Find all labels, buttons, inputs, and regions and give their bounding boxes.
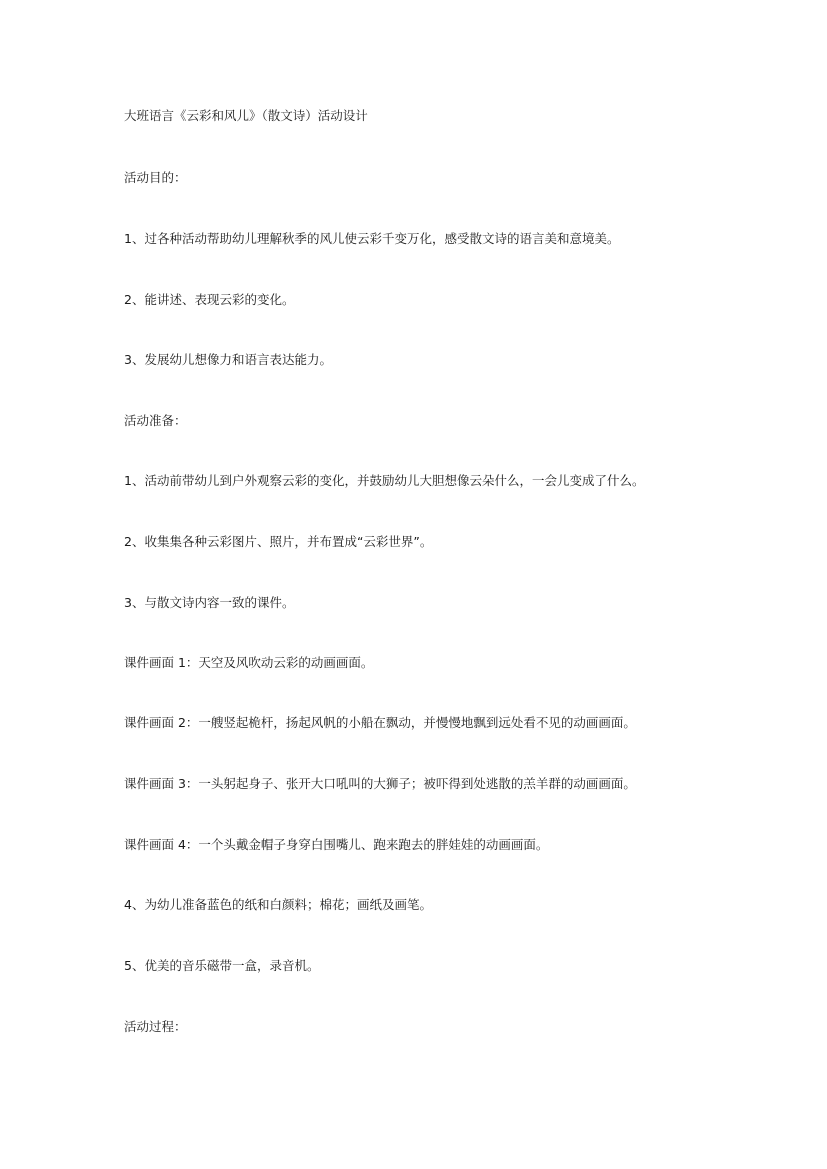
courseware-frame: 课件画面 4：一个头戴金帽子身穿白围嘴儿、跑来跑去的胖娃娃的动画画面。	[124, 837, 549, 852]
courseware-frame: 课件画面 1：天空及风吹动云彩的动画画面。	[124, 655, 374, 670]
prep-item: 2、收集集各种云彩图片、照片，并布置成“云彩世界”。	[124, 534, 433, 549]
prep-item: 5、优美的音乐磁带一盒，录音机。	[124, 958, 320, 973]
courseware-frame: 课件画面 3：一头躬起身子、张开大口吼叫的大狮子；被吓得到处逃散的羔羊群的动画画面。	[124, 776, 636, 791]
document-title: 大班语言《云彩和风儿》（散文诗）活动设计	[124, 108, 368, 123]
goal-item: 1、过各种活动帮助幼儿理解秋季的风儿使云彩千变万化，感受散文诗的语言美和意境美。	[124, 231, 620, 246]
goal-item: 3、发展幼儿想像力和语言表达能力。	[124, 352, 332, 367]
process-heading: 活动过程：	[124, 1019, 187, 1034]
prep-item: 4、为幼儿准备蓝色的纸和白颜料；棉花；画纸及画笔。	[124, 897, 432, 912]
prep-item: 3、与散文诗内容一致的课件。	[124, 595, 295, 610]
courseware-frame: 课件画面 2：一艘竖起桅杆，扬起风帆的小船在飘动，并慢慢地飘到远处看不见的动画画面。	[124, 715, 636, 730]
prep-item: 1、活动前带幼儿到户外观察云彩的变化，并鼓励幼儿大胆想像云朵什么，一会儿变成了什么。	[124, 473, 645, 488]
prep-heading: 活动准备：	[124, 413, 187, 428]
goals-heading: 活动目的：	[124, 170, 187, 185]
goal-item: 2、能讲述、表现云彩的变化。	[124, 292, 295, 307]
